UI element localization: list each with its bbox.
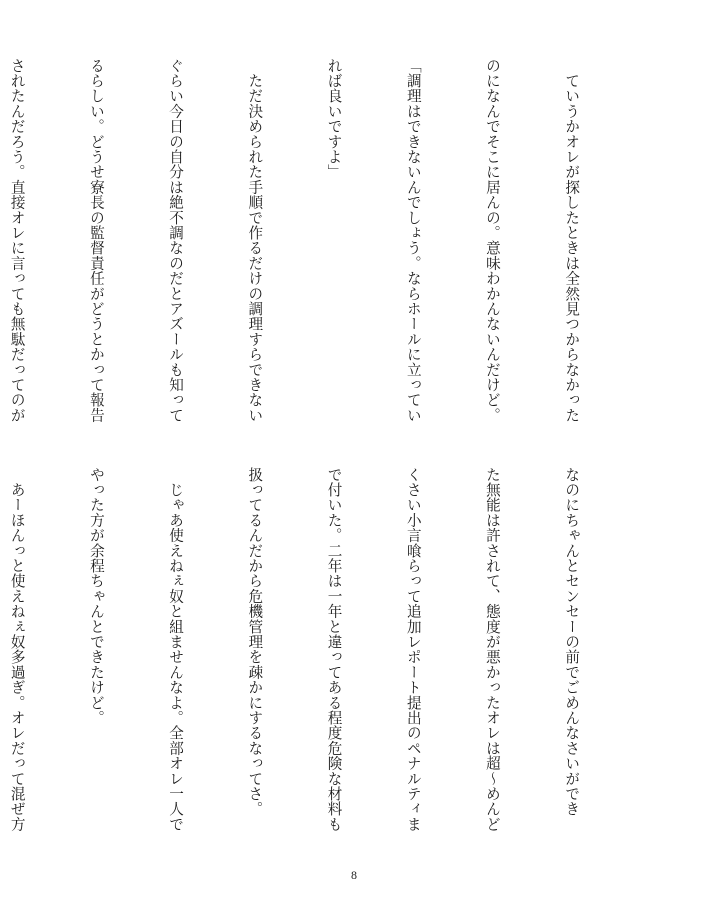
- text-line: やった方が余程ちゃんとできたけど。: [87, 467, 105, 726]
- text-line: されたんだろう。直接オレに言っても無駄だってのが: [8, 58, 26, 423]
- text-line: た無能は許されて、態度が悪かったオレは超～めんど: [483, 467, 501, 832]
- text-line: で付いた。二年は一年と違ってある程度危険な材料も: [325, 467, 343, 832]
- text-line: くさい小言喰らって追加レポート提出のペナルティま: [404, 467, 422, 832]
- text-line: じゃあ使えねぇ奴と組ませんなよ。全部オレ一人で: [167, 467, 185, 832]
- lower-text-block: [8, 467, 637, 835]
- text-line: ただ決められた手順で作るだけの調理すらできない: [246, 58, 264, 423]
- text-line: ていうかオレが探したときは全然見つからなかった: [563, 58, 581, 423]
- text-line: あーほんっと使えねぇ奴多過ぎ。オレだって混ぜ方: [8, 467, 26, 832]
- page-number: 8: [351, 868, 357, 882]
- text-line: なのにちゃんとセンセーの前でごめんなさいができ: [563, 467, 581, 817]
- text-line: れば良いですよ」: [325, 58, 343, 180]
- text-line: のになんでそこに居んの。意味わかんないんだけど。: [483, 58, 501, 423]
- text-line: ぐらい今日の自分は絶不調なのだとアズールも知って: [167, 58, 185, 423]
- text-line: 「調理はできないんでしょう。ならホールに立ってい: [404, 58, 422, 423]
- text-line: 扱ってるんだから危機管理を疎かにするなってさ。: [246, 467, 264, 817]
- upper-text-block: [8, 58, 637, 423]
- text-line: るらしい。どうせ寮長の監督責任がどうとかって報告: [87, 58, 105, 423]
